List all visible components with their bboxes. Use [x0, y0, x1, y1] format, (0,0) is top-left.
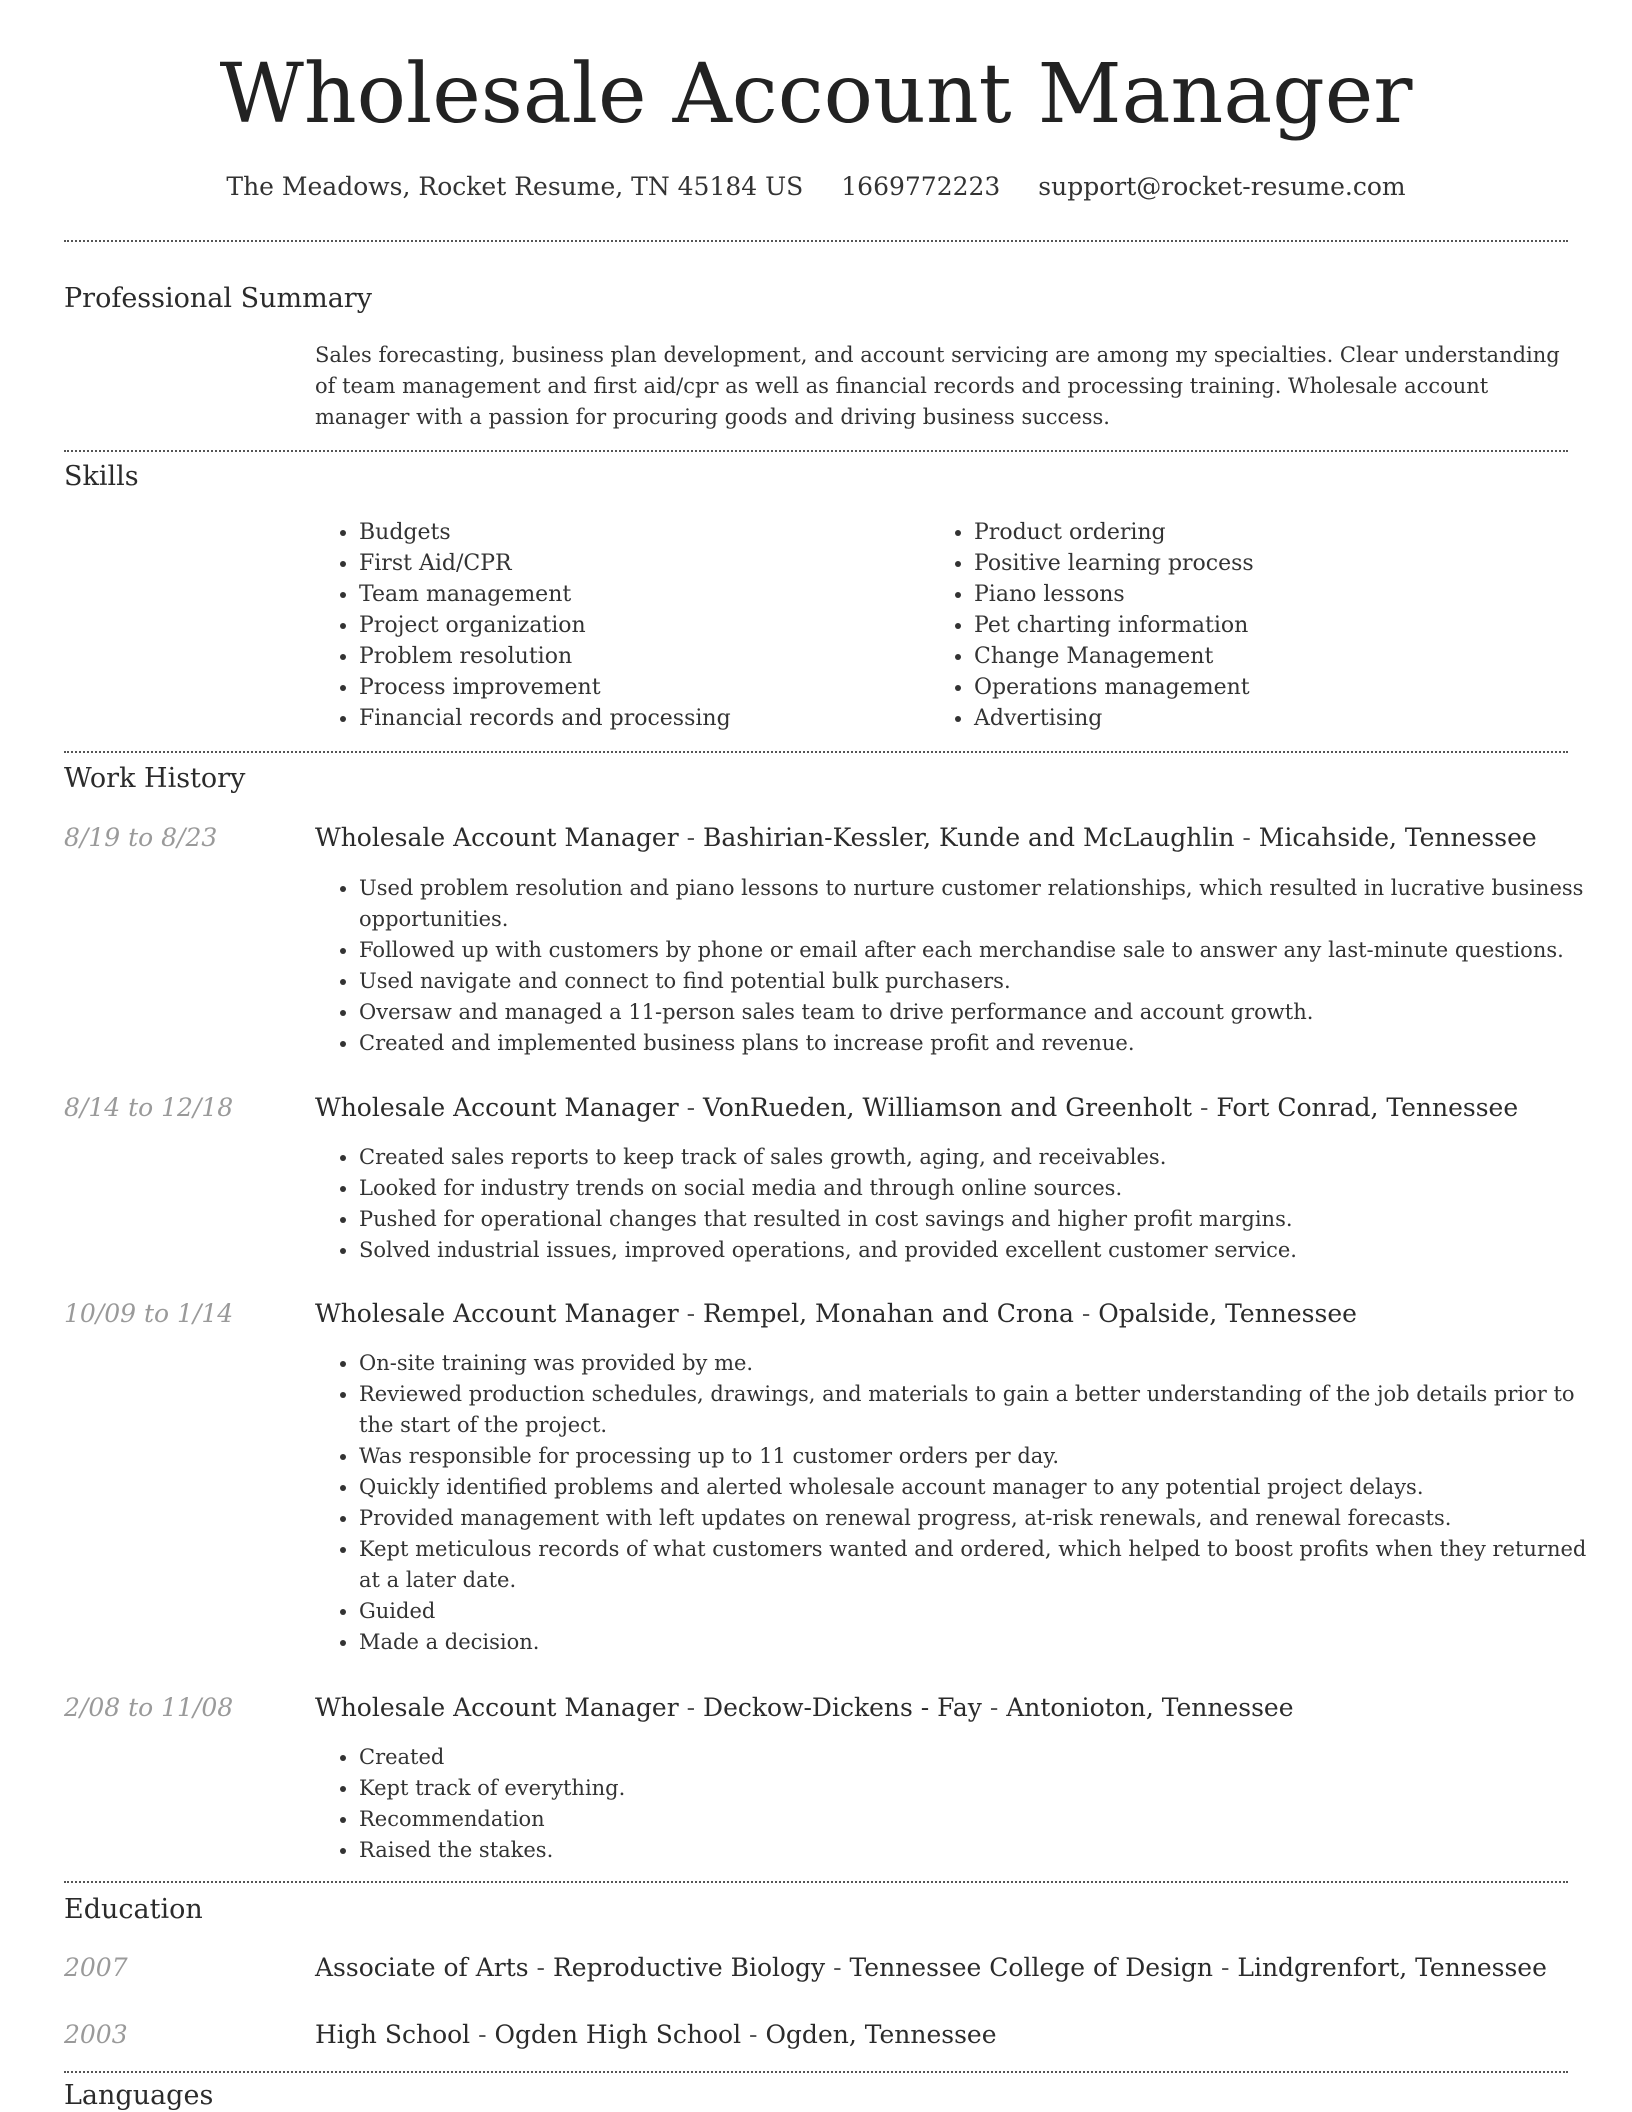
- skills-heading: Skills: [64, 461, 139, 492]
- skill-item: • Operations management: [974, 672, 1574, 703]
- job-location: Fort Conrad, Tennessee: [1216, 1093, 1519, 1122]
- job-bullets: [315, 1348, 1609, 1658]
- job-location: Antonioton, Tennessee: [1006, 1693, 1294, 1722]
- list-item: • Used problem resolution and piano lessons to nurture customer relationships, which resulted in lucrative business opportunities.: [359, 873, 1609, 935]
- job-heading: Wholesale Account Manager - Deckow-Dickens - Fay - Antonioton, Tennessee: [315, 1693, 1294, 1722]
- list-item: • Created and implemented business plans to increase profit and revenue.: [359, 1028, 1609, 1059]
- skill-item: • Team management: [359, 579, 919, 610]
- job-dates: 8/14 to 12/18: [64, 1093, 234, 1122]
- skills-list-right: [930, 517, 1574, 734]
- list-item: • Provided management with left updates on renewal progress, at-risk renewals, and renewal forecasts.: [359, 1503, 1609, 1534]
- education-heading: Education: [64, 1894, 203, 1925]
- education-school: Ogden High School: [494, 2020, 742, 2049]
- list-item: • Followed up with customers by phone or email after each merchandise sale to answer any last-minute questions.: [359, 935, 1609, 966]
- skill-item: • Project organization: [359, 610, 919, 641]
- divider: [64, 1881, 1568, 1883]
- education-school: Tennessee College of Design: [849, 1953, 1213, 1982]
- job-company: Deckow-Dickens - Fay: [703, 1693, 982, 1722]
- education-entry: Associate of Arts - Reproductive Biology - Tennessee College of Design - Lindgrenfort, Tennessee: [315, 1953, 1547, 1982]
- job-company: Bashirian-Kessler, Kunde and McLaughlin: [703, 823, 1235, 852]
- job-location: Opalside, Tennessee: [1098, 1299, 1357, 1328]
- divider: [64, 751, 1568, 753]
- list-item: • Quickly identified problems and alerted wholesale account manager to any potential project delays.: [359, 1472, 1609, 1503]
- list-item: • Kept meticulous records of what customers wanted and ordered, which helped to boost profits when they returned at a later date.: [359, 1534, 1609, 1596]
- divider: [64, 240, 1568, 242]
- skill-item: • Positive learning process: [974, 548, 1574, 579]
- work-heading: Work History: [64, 763, 246, 794]
- list-item: • Created sales reports to keep track of sales growth, aging, and receivables.: [359, 1142, 1609, 1173]
- job-dates: 8/19 to 8/23: [64, 823, 218, 852]
- education-year: 2003: [64, 2020, 128, 2049]
- job-dates: 10/09 to 1/14: [64, 1299, 234, 1328]
- skill-item: • Product ordering: [974, 517, 1574, 548]
- skills-list-left: [315, 517, 919, 734]
- job-location: Micahside, Tennessee: [1258, 823, 1537, 852]
- list-item: • Raised the stakes.: [359, 1835, 1609, 1866]
- summary-text: Sales forecasting, business plan development, and account servicing are among my specialties. Clear understanding of team management and first aid/cpr as well as financial records and processing training. Wholesale account manager with a passion for procuring goods and driving business success.: [315, 343, 1560, 429]
- job-bullets: [315, 1742, 1609, 1866]
- list-item: • Made a decision.: [359, 1627, 1609, 1658]
- contact-line: [0, 172, 1632, 201]
- education-location: Ogden, Tennessee: [765, 2020, 997, 2049]
- list-item: • Used navigate and connect to find potential bulk purchasers.: [359, 966, 1609, 997]
- candidate-name: Wholesale Account Manager: [219, 47, 1413, 142]
- languages-heading: Languages: [64, 2080, 214, 2111]
- phone: 1669772223: [841, 172, 1001, 201]
- education-entry: High School - Ogden High School - Ogden, Tennessee: [315, 2020, 997, 2049]
- divider: [64, 2071, 1568, 2073]
- job-heading: Wholesale Account Manager - Rempel, Monahan and Crona - Opalside, Tennessee: [315, 1299, 1357, 1328]
- education-field: Reproductive Biology: [552, 1953, 826, 1982]
- skill-item: • Piano lessons: [974, 579, 1574, 610]
- list-item: • Recommendation: [359, 1804, 1609, 1835]
- skill-item: • First Aid/CPR: [359, 548, 919, 579]
- job-heading: Wholesale Account Manager - VonRueden, Williamson and Greenholt - Fort Conrad, Tennessee: [315, 1093, 1519, 1122]
- list-item: • Created: [359, 1742, 1609, 1773]
- skill-item: • Budgets: [359, 517, 919, 548]
- skill-item: • Process improvement: [359, 672, 919, 703]
- job-title: Wholesale Account Manager: [315, 1093, 679, 1122]
- list-item: • Solved industrial issues, improved operations, and provided excellent customer service.: [359, 1235, 1609, 1266]
- list-item: • Looked for industry trends on social media and through online sources.: [359, 1173, 1609, 1204]
- list-item: • On-site training was provided by me.: [359, 1348, 1609, 1379]
- list-item: • Reviewed production schedules, drawings, and materials to gain a better understanding of the job details prior to the start of the project.: [359, 1379, 1609, 1441]
- skill-item: • Financial records and processing: [359, 703, 919, 734]
- skill-item: • Problem resolution: [359, 641, 919, 672]
- job-company: VonRueden, Williamson and Greenholt: [703, 1093, 1192, 1122]
- job-bullets: [315, 1142, 1609, 1266]
- list-item: • Kept track of everything.: [359, 1773, 1609, 1804]
- job-bullets: [315, 873, 1609, 1059]
- education-year: 2007: [64, 1953, 128, 1982]
- list-item: • Guided: [359, 1596, 1609, 1627]
- skill-item: • Change Management: [974, 641, 1574, 672]
- education-location: Lindgrenfort, Tennessee: [1237, 1953, 1547, 1982]
- list-item: • Was responsible for processing up to 11 customer orders per day.: [359, 1441, 1609, 1472]
- skill-item: • Advertising: [974, 703, 1574, 734]
- education-degree: Associate of Arts: [315, 1953, 529, 1982]
- list-item: • Pushed for operational changes that resulted in cost savings and higher profit margins.: [359, 1204, 1609, 1235]
- job-heading: Wholesale Account Manager - Bashirian-Kessler, Kunde and McLaughlin - Micahside, Tennessee: [315, 823, 1537, 852]
- job-title: Wholesale Account Manager: [315, 1693, 679, 1722]
- divider: [64, 450, 1568, 452]
- email[interactable]: support@rocket-resume.com: [1038, 172, 1406, 201]
- summary-heading: Professional Summary: [64, 283, 372, 314]
- address: The Meadows, Rocket Resume, TN 45184 US: [226, 172, 804, 201]
- job-title: Wholesale Account Manager: [315, 1299, 679, 1328]
- job-dates: 2/08 to 11/08: [64, 1693, 234, 1722]
- job-company: Rempel, Monahan and Crona: [703, 1299, 1074, 1328]
- education-degree: High School: [315, 2020, 471, 2049]
- skill-item: • Pet charting information: [974, 610, 1574, 641]
- list-item: • Oversaw and managed a 11-person sales team to drive performance and account growth.: [359, 997, 1609, 1028]
- job-title: Wholesale Account Manager: [315, 823, 679, 852]
